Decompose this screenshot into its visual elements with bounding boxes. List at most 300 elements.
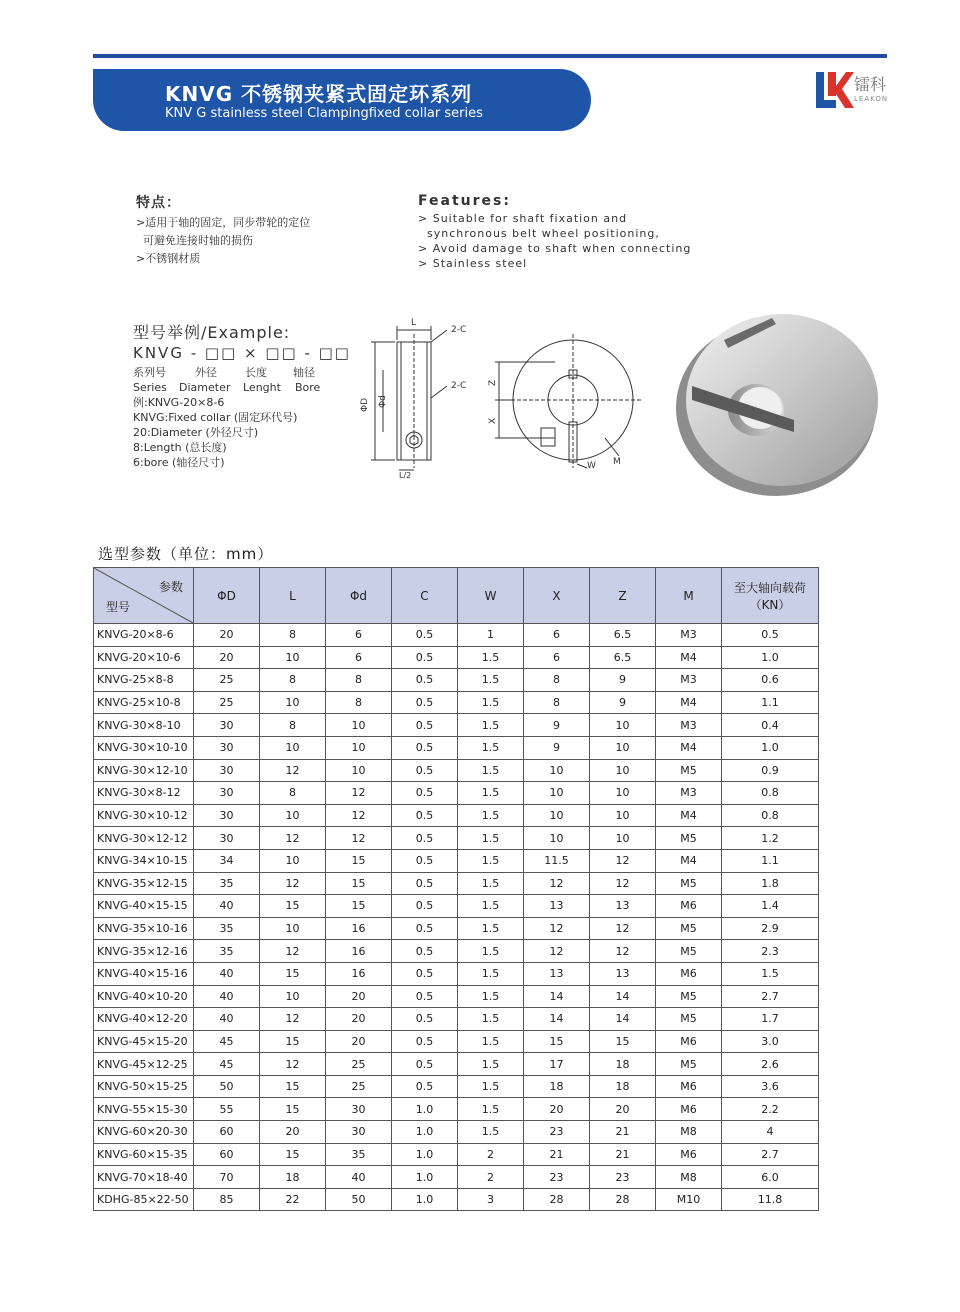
value-cell: 1.5	[458, 736, 524, 759]
value-cell: 40	[326, 1166, 392, 1189]
value-cell: 15	[590, 1030, 656, 1053]
value-cell: 0.5	[392, 985, 458, 1008]
value-cell: 6	[326, 646, 392, 669]
value-cell: 12	[260, 759, 326, 782]
value-cell: 8	[326, 691, 392, 714]
value-cell: 12	[524, 940, 590, 963]
features-en	[418, 194, 691, 271]
value-cell: 10	[590, 736, 656, 759]
value-cell: 16	[326, 917, 392, 940]
value-cell: 12	[260, 940, 326, 963]
table-row	[94, 1098, 819, 1121]
value-cell: 16	[326, 940, 392, 963]
table-row	[94, 1188, 819, 1211]
value-cell: 35	[194, 940, 260, 963]
value-cell: 25	[326, 1053, 392, 1076]
value-cell: 1.0	[392, 1121, 458, 1144]
value-cell: 13	[524, 962, 590, 985]
value-cell: 45	[194, 1030, 260, 1053]
model-cell: KNVG-40×15-15	[94, 895, 194, 918]
value-cell: 1.0	[722, 736, 819, 759]
model-cell: KNVG-30×10-12	[94, 804, 194, 827]
value-cell: 10	[524, 804, 590, 827]
value-cell: 1.0	[392, 1143, 458, 1166]
value-cell: 40	[194, 895, 260, 918]
table-row	[94, 895, 819, 918]
value-cell: 3.6	[722, 1075, 819, 1098]
value-cell: 1.5	[458, 962, 524, 985]
value-cell: 1.5	[458, 669, 524, 692]
value-cell: 18	[260, 1166, 326, 1189]
brand-logo	[814, 70, 890, 110]
collar-photo	[664, 300, 884, 500]
model-cell: KNVG-34×10-15	[94, 849, 194, 872]
features-cn	[136, 194, 310, 268]
value-cell: 16	[326, 962, 392, 985]
table-row	[94, 691, 819, 714]
value-cell: 20	[524, 1098, 590, 1121]
value-cell: 10	[326, 714, 392, 737]
value-cell: 1.5	[458, 1008, 524, 1031]
value-cell: 4	[722, 1121, 819, 1144]
value-cell: 15	[260, 895, 326, 918]
col-header-load: 至大轴向载荷（KN）	[722, 568, 819, 624]
value-cell: 2.7	[722, 1143, 819, 1166]
value-cell: 10	[260, 804, 326, 827]
value-cell: 10	[524, 759, 590, 782]
features-en-line: > Stainless steel	[418, 257, 528, 270]
value-cell: 8	[260, 624, 326, 647]
logo-cn: 镭科	[854, 75, 887, 94]
value-cell: 1.5	[458, 1053, 524, 1076]
table-row	[94, 1008, 819, 1031]
table-row	[94, 1121, 819, 1144]
value-cell: 30	[194, 804, 260, 827]
example-code: KNVG - □□ × □□ - □□	[133, 344, 351, 362]
example-note: 8:Length (总长度)	[133, 441, 227, 454]
table-body	[94, 624, 819, 1211]
value-cell: M5	[656, 917, 722, 940]
value-cell: M10	[656, 1188, 722, 1211]
value-cell: 2.7	[722, 985, 819, 1008]
value-cell: 10	[524, 782, 590, 805]
value-cell: 12	[590, 917, 656, 940]
value-cell: 8	[524, 669, 590, 692]
value-cell: 9	[590, 669, 656, 692]
value-cell: M3	[656, 624, 722, 647]
value-cell: 50	[326, 1188, 392, 1211]
example-labels-cn	[133, 365, 351, 380]
value-cell: 10	[524, 827, 590, 850]
value-cell: 1.5	[458, 1098, 524, 1121]
value-cell: 1.2	[722, 827, 819, 850]
value-cell: 0.5	[392, 1053, 458, 1076]
value-cell: 10	[260, 691, 326, 714]
value-cell: 1.8	[722, 872, 819, 895]
value-cell: 35	[194, 917, 260, 940]
value-cell: M8	[656, 1121, 722, 1144]
value-cell: 9	[524, 736, 590, 759]
value-cell: 0.5	[392, 646, 458, 669]
value-cell: M6	[656, 1143, 722, 1166]
value-cell: 10	[326, 759, 392, 782]
value-cell: 10	[590, 782, 656, 805]
features-cn-line: >不锈钢材质	[136, 252, 201, 265]
model-cell: KNVG-60×20-30	[94, 1121, 194, 1144]
value-cell: 0.5	[392, 895, 458, 918]
table-row	[94, 646, 819, 669]
value-cell: 15	[260, 1030, 326, 1053]
table-row	[94, 624, 819, 647]
value-cell: 1.5	[458, 940, 524, 963]
example-note: 20:Diameter (外径尺寸)	[133, 426, 259, 439]
value-cell: 10	[326, 736, 392, 759]
value-cell: 18	[524, 1075, 590, 1098]
value-cell: M5	[656, 1008, 722, 1031]
value-cell: 8	[326, 669, 392, 692]
model-cell: KNVG-40×15-16	[94, 962, 194, 985]
value-cell: 0.5	[392, 691, 458, 714]
value-cell: 12	[326, 804, 392, 827]
top-rule	[93, 54, 887, 58]
value-cell: 6	[326, 624, 392, 647]
value-cell: 1.1	[722, 691, 819, 714]
drawing-label-c2: 2-C	[451, 381, 467, 391]
value-cell: 0.5	[392, 714, 458, 737]
value-cell: 0.5	[392, 1075, 458, 1098]
value-cell: 1.5	[458, 872, 524, 895]
value-cell: 2.3	[722, 940, 819, 963]
model-cell: KNVG-45×12-25	[94, 1053, 194, 1076]
col-header: M	[656, 568, 722, 624]
value-cell: M5	[656, 1053, 722, 1076]
value-cell: M6	[656, 895, 722, 918]
title-en: KNV G stainless steel Clampingfixed collar series	[165, 106, 483, 121]
value-cell: 20	[326, 1030, 392, 1053]
value-cell: M4	[656, 691, 722, 714]
table-row	[94, 872, 819, 895]
value-cell: 40	[194, 985, 260, 1008]
value-cell: 8	[260, 782, 326, 805]
corner-model: 型号	[106, 600, 131, 614]
table-row	[94, 940, 819, 963]
value-cell: 1.5	[458, 827, 524, 850]
value-cell: 12	[326, 782, 392, 805]
col-header: Φd	[326, 568, 392, 624]
value-cell: 28	[524, 1188, 590, 1211]
value-cell: 50	[194, 1075, 260, 1098]
drawing-label-l: L	[411, 318, 417, 328]
value-cell: 23	[590, 1166, 656, 1189]
value-cell: M4	[656, 736, 722, 759]
value-cell: 30	[194, 736, 260, 759]
value-cell: 10	[260, 849, 326, 872]
value-cell: 10	[590, 804, 656, 827]
label-length-en: Lenght	[243, 381, 281, 394]
value-cell: 30	[194, 782, 260, 805]
value-cell: 30	[326, 1121, 392, 1144]
value-cell: 0.5	[392, 962, 458, 985]
value-cell: 0.5	[392, 1030, 458, 1053]
value-cell: 15	[326, 872, 392, 895]
model-cell: KNVG-45×15-20	[94, 1030, 194, 1053]
model-cell: KNVG-30×8-10	[94, 714, 194, 737]
value-cell: 20	[590, 1098, 656, 1121]
model-cell: KNVG-40×12-20	[94, 1008, 194, 1031]
table-row	[94, 1166, 819, 1189]
model-cell: KNVG-50×15-25	[94, 1075, 194, 1098]
value-cell: 1.5	[458, 1121, 524, 1144]
value-cell: 15	[260, 962, 326, 985]
value-cell: 15	[326, 895, 392, 918]
table-row	[94, 1143, 819, 1166]
example-note: 6:bore (轴径尺寸)	[133, 456, 225, 469]
value-cell: M3	[656, 669, 722, 692]
value-cell: 0.5	[722, 624, 819, 647]
col-header: Z	[590, 568, 656, 624]
title-cn: KNVG 不锈钢夹紧式固定环系列	[165, 82, 473, 106]
value-cell: 20	[326, 1008, 392, 1031]
model-cell: KNVG-40×10-20	[94, 985, 194, 1008]
value-cell: 12	[326, 827, 392, 850]
model-cell: KNVG-30×12-10	[94, 759, 194, 782]
value-cell: 70	[194, 1166, 260, 1189]
value-cell: 0.8	[722, 782, 819, 805]
value-cell: 30	[194, 827, 260, 850]
value-cell: 0.5	[392, 736, 458, 759]
value-cell: 40	[194, 962, 260, 985]
table-title: 选型参数（单位：mm）	[98, 545, 274, 563]
model-cell: KNVG-70×18-40	[94, 1166, 194, 1189]
value-cell: 0.4	[722, 714, 819, 737]
value-cell: 21	[590, 1121, 656, 1144]
value-cell: 15	[524, 1030, 590, 1053]
table-row	[94, 849, 819, 872]
model-cell: KNVG-30×8-12	[94, 782, 194, 805]
value-cell: 28	[590, 1188, 656, 1211]
value-cell: 10	[260, 917, 326, 940]
value-cell: 3.0	[722, 1030, 819, 1053]
value-cell: 25	[194, 691, 260, 714]
value-cell: M6	[656, 962, 722, 985]
value-cell: 1.5	[722, 962, 819, 985]
value-cell: 21	[590, 1143, 656, 1166]
table-row	[94, 1053, 819, 1076]
drawing-label-d-outer: ΦD	[360, 397, 370, 412]
col-header: W	[458, 568, 524, 624]
value-cell: 13	[590, 962, 656, 985]
value-cell: 9	[590, 691, 656, 714]
example-note: 例:KNVG-20×8-6	[133, 396, 225, 409]
value-cell: 1.0	[722, 646, 819, 669]
value-cell: 0.6	[722, 669, 819, 692]
col-header: C	[392, 568, 458, 624]
value-cell: 1.5	[458, 714, 524, 737]
table-row	[94, 1075, 819, 1098]
value-cell: 1.0	[392, 1098, 458, 1121]
value-cell: 23	[524, 1166, 590, 1189]
value-cell: 21	[524, 1143, 590, 1166]
value-cell: 6	[524, 646, 590, 669]
value-cell: 2.2	[722, 1098, 819, 1121]
value-cell: 40	[194, 1008, 260, 1031]
value-cell: 0.5	[392, 1008, 458, 1031]
value-cell: 1.0	[392, 1166, 458, 1189]
label-length-cn: 长度	[245, 366, 267, 379]
value-cell: 30	[194, 759, 260, 782]
value-cell: M4	[656, 804, 722, 827]
value-cell: 0.5	[392, 849, 458, 872]
value-cell: 20	[260, 1121, 326, 1144]
value-cell: 10	[590, 714, 656, 737]
value-cell: 1.7	[722, 1008, 819, 1031]
col-header: L	[260, 568, 326, 624]
model-cell: KNVG-25×8-8	[94, 669, 194, 692]
value-cell: 8	[260, 669, 326, 692]
value-cell: 1.5	[458, 1030, 524, 1053]
value-cell: 18	[590, 1075, 656, 1098]
drawing-label-l2: L/2	[399, 471, 412, 480]
value-cell: 10	[260, 736, 326, 759]
corner-header	[94, 568, 194, 624]
table-row	[94, 962, 819, 985]
example-note: KNVG:Fixed collar (固定环代号)	[133, 411, 298, 424]
value-cell: 60	[194, 1143, 260, 1166]
value-cell: 10	[590, 759, 656, 782]
value-cell: 1.5	[458, 759, 524, 782]
model-cell: KNVG-20×10-6	[94, 646, 194, 669]
model-cell: KNVG-35×12-15	[94, 872, 194, 895]
col-header: ΦD	[194, 568, 260, 624]
table-row	[94, 804, 819, 827]
value-cell: 45	[194, 1053, 260, 1076]
value-cell: 12	[260, 872, 326, 895]
value-cell: 12	[524, 917, 590, 940]
value-cell: M5	[656, 759, 722, 782]
features-en-heading: Features:	[418, 193, 511, 209]
value-cell: 2	[458, 1166, 524, 1189]
value-cell: 1.5	[458, 985, 524, 1008]
model-cell: KNVG-35×12-16	[94, 940, 194, 963]
label-diameter-en: Diameter	[179, 381, 231, 394]
table-row	[94, 714, 819, 737]
table-row	[94, 736, 819, 759]
title-banner	[93, 69, 591, 131]
value-cell: 3	[458, 1188, 524, 1211]
drawing-label-m: M	[613, 457, 621, 467]
value-cell: M3	[656, 782, 722, 805]
table-row	[94, 917, 819, 940]
value-cell: M8	[656, 1166, 722, 1189]
value-cell: 10	[260, 646, 326, 669]
value-cell: 1.5	[458, 917, 524, 940]
lk-logo-icon	[814, 70, 854, 110]
value-cell: 17	[524, 1053, 590, 1076]
value-cell: 20	[194, 646, 260, 669]
value-cell: M5	[656, 872, 722, 895]
value-cell: 30	[194, 714, 260, 737]
value-cell: 60	[194, 1121, 260, 1144]
value-cell: 2.6	[722, 1053, 819, 1076]
value-cell: 15	[260, 1075, 326, 1098]
drawing-label-x: X	[488, 417, 498, 424]
table-row	[94, 669, 819, 692]
features-en-line: synchronous belt wheel positioning,	[418, 227, 660, 240]
value-cell: M5	[656, 985, 722, 1008]
features-cn-line: >适用于轴的固定，同步带轮的定位	[136, 216, 311, 229]
value-cell: 2	[458, 1143, 524, 1166]
corner-param: 参数	[158, 580, 183, 594]
technical-drawing	[355, 312, 685, 482]
table-row	[94, 985, 819, 1008]
value-cell: 6.0	[722, 1166, 819, 1189]
value-cell: 1.5	[458, 1075, 524, 1098]
value-cell: 35	[194, 872, 260, 895]
value-cell: 0.5	[392, 872, 458, 895]
label-bore-cn: 轴径	[293, 366, 315, 379]
example-labels-en	[133, 380, 351, 395]
value-cell: 15	[326, 849, 392, 872]
features-en-line: > Avoid damage to shaft when connecting	[418, 242, 692, 255]
model-cell: KNVG-30×10-10	[94, 736, 194, 759]
table-row	[94, 827, 819, 850]
value-cell: 18	[590, 1053, 656, 1076]
model-example	[133, 325, 351, 470]
value-cell: 30	[326, 1098, 392, 1121]
value-cell: 1.5	[458, 691, 524, 714]
value-cell: 1.5	[458, 646, 524, 669]
model-cell: KNVG-25×10-8	[94, 691, 194, 714]
value-cell: 14	[590, 1008, 656, 1031]
drawing-label-d-inner: Φd	[378, 395, 388, 408]
value-cell: 8	[260, 714, 326, 737]
value-cell: 23	[524, 1121, 590, 1144]
spec-table	[93, 567, 819, 1211]
value-cell: 1.4	[722, 895, 819, 918]
value-cell: 12	[260, 1008, 326, 1031]
value-cell: 11.5	[524, 849, 590, 872]
example-heading: 型号举例/Example:	[133, 323, 291, 342]
value-cell: 1.5	[458, 895, 524, 918]
value-cell: 12	[524, 872, 590, 895]
label-diameter-cn: 外径	[195, 366, 217, 379]
table-row	[94, 782, 819, 805]
value-cell: 6.5	[590, 624, 656, 647]
value-cell: 12	[260, 827, 326, 850]
value-cell: 11.8	[722, 1188, 819, 1211]
value-cell: M6	[656, 1098, 722, 1121]
value-cell: 13	[524, 895, 590, 918]
value-cell: 6.5	[590, 646, 656, 669]
model-cell: KNVG-35×10-16	[94, 917, 194, 940]
model-cell: KDHG-85×22-50	[94, 1188, 194, 1211]
value-cell: 10	[260, 985, 326, 1008]
label-series-en: Series	[133, 381, 167, 394]
value-cell: 6	[524, 624, 590, 647]
logo-en: LEAKON	[854, 95, 889, 103]
value-cell: 14	[524, 1008, 590, 1031]
value-cell: 1.0	[392, 1188, 458, 1211]
value-cell: 13	[590, 895, 656, 918]
value-cell: 0.8	[722, 804, 819, 827]
table-row	[94, 759, 819, 782]
features-cn-heading: 特点：	[136, 195, 181, 211]
value-cell: 25	[326, 1075, 392, 1098]
value-cell: 2.9	[722, 917, 819, 940]
value-cell: 25	[194, 669, 260, 692]
value-cell: 0.9	[722, 759, 819, 782]
value-cell: 12	[590, 940, 656, 963]
